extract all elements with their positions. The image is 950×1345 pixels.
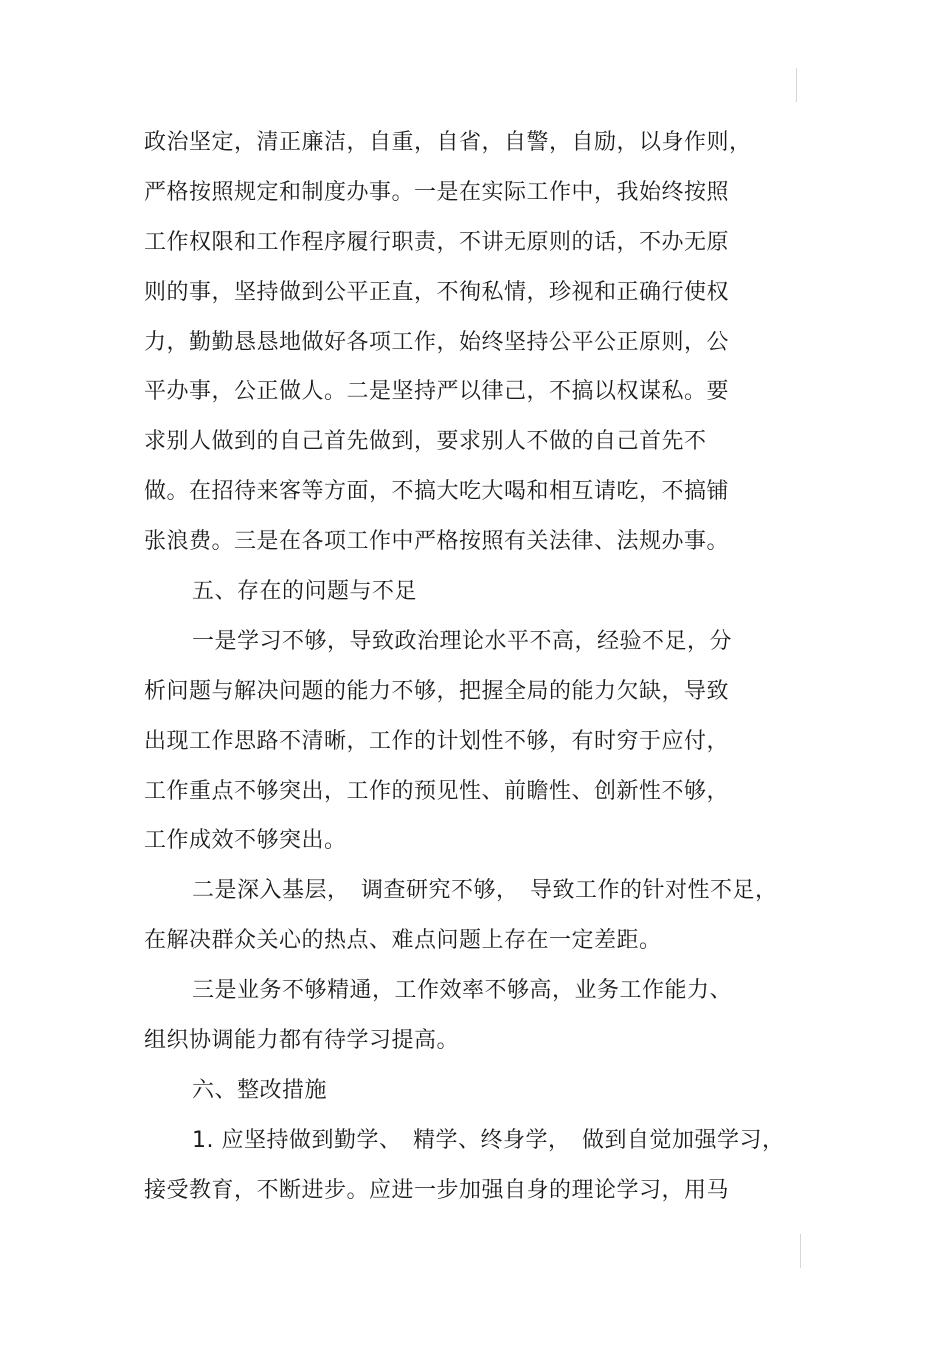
paragraph-start: 三是业务不够精通，工作效率不够高，业务工作能力、: [192, 978, 733, 1004]
section-heading: 六、整改措施: [192, 1077, 328, 1103]
page-margin-mark-bottom: [800, 1234, 801, 1268]
page-margin-mark-top: [796, 68, 797, 102]
paragraph-start: 一是学习不够，导致政治理论水平不高，经验不足，分: [192, 628, 733, 654]
text-line: 工作成效不够突出。: [144, 828, 347, 854]
text-line: 力，勤勤恳恳地做好各项工作，始终坚持公平公正原则，公: [144, 329, 730, 355]
text-line: 出现工作思路不清晰，工作的计划性不够，有时穷于应付，: [144, 728, 730, 754]
text-line: 接受教育，不断进步。应进一步加强自身的理论学习，用马: [144, 1177, 730, 1203]
text-line: 在解决群众关心的热点、难点问题上存在一定差距。: [144, 928, 662, 954]
text-line: 政治坚定，清正廉洁，自重，自省，自警，自励，以身作则，: [144, 130, 752, 155]
text-line: 析问题与解决问题的能力不够，把握全局的能力欠缺，导致: [144, 678, 730, 704]
text-line: 则的事，坚持做到公平正直，不徇私情，珍视和正确行使权: [144, 279, 730, 305]
document-body: [144, 118, 804, 1216]
text-line: 工作权限和工作程序履行职责，不讲无原则的话，不办无原: [144, 229, 730, 255]
text-line: 严格按照规定和制度办事。一是在实际工作中，我始终按照: [144, 179, 730, 205]
text-line: 工作重点不够突出，工作的预见性、前瞻性、创新性不够，: [144, 778, 730, 804]
paragraph-start: 二是深入基层， 调查研究不够， 导致工作的针对性不足，: [192, 878, 778, 904]
text-line: 组织协调能力都有待学习提高。: [144, 1028, 460, 1054]
text-line: 求别人做到的自己首先做到，要求别人不做的自己首先不: [144, 429, 707, 455]
text-line: 平办事，公正做人。二是坚持严以律己，不搞以权谋私。要: [144, 379, 730, 405]
paragraph-start: 1. 应坚持做到勤学、 精学、终身学， 做到自觉加强学习，: [192, 1127, 785, 1153]
section-heading: 五、存在的问题与不足: [192, 579, 418, 605]
text-line: 张浪费。三是在各项工作中严格按照有关法律、法规办事。: [144, 529, 730, 555]
text-line: 做。在招待来客等方面，不搞大吃大喝和相互请吃，不搞铺: [144, 479, 730, 505]
